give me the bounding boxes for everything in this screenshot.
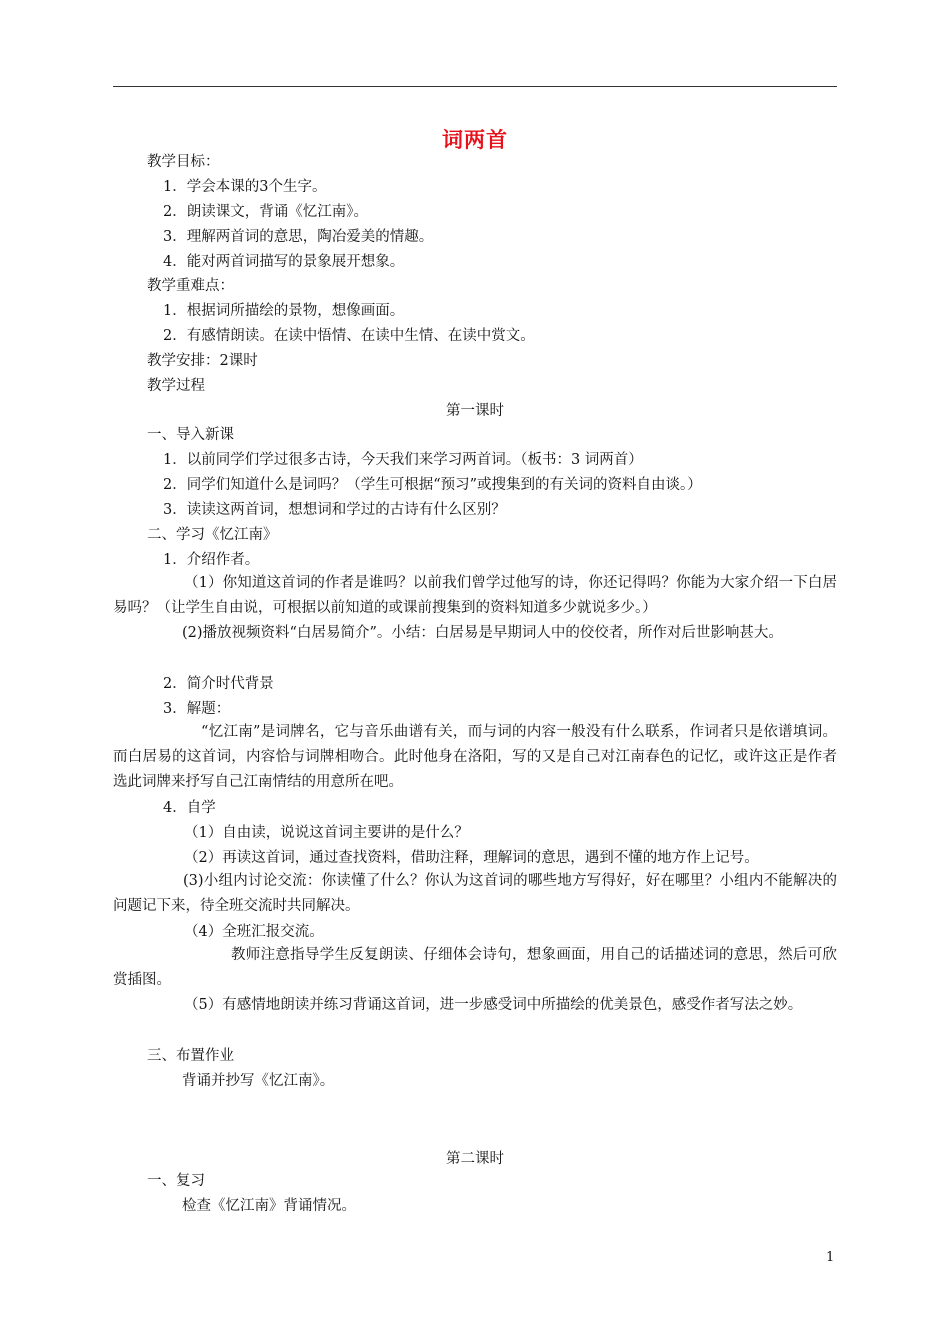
paragraph: （5）有感情地朗读并练习背诵这首词，进一步感受词中所描绘的优美景色，感受作者写法之妙。 (184, 997, 803, 1013)
paragraph: 检查《忆江南》背诵情况。 (182, 1198, 356, 1214)
list-item: 3．读读这两首词，想想词和学过的古诗有什么区别？ (163, 502, 506, 518)
key-points-heading: 教学重难点： (147, 278, 234, 294)
goal-item: 2．朗读课文，背诵《忆江南》。 (163, 204, 368, 220)
process-heading: 教学过程 (147, 378, 205, 394)
goal-item: 3．理解两首词的意思，陶冶爱美的情趣。 (163, 229, 434, 245)
list-item: （1）自由读，说说这首词主要讲的是什么？ (184, 825, 469, 841)
paragraph: (3)小组内讨论交流：你读懂了什么？你认为这首词的哪些地方写得好，好在哪里？小组内不能解决的问题记下来，待全班交流时共同解决。 (113, 873, 837, 914)
list-item: 4．自学 (163, 800, 216, 816)
key-point-item: 1．根据词所描绘的景物，想像画面。 (163, 303, 405, 319)
list-item: （4）全班汇报交流。 (184, 924, 324, 940)
list-item: 1．介绍作者。 (163, 552, 260, 568)
goals-heading: 教学目标： (147, 154, 220, 170)
paragraph: 教师注意指导学生反复朗读、仔细体会诗句，想象画面，用自己的话描述词的意思，然后可欣赏插图。 (113, 947, 837, 988)
list-item: 2．简介时代背景 (163, 676, 274, 692)
lesson1-heading: 第一课时 (446, 403, 504, 419)
header-rule (113, 86, 837, 87)
key-point-item: 2．有感情朗读。在读中悟情、在读中生情、在读中赏文。 (163, 328, 535, 344)
list-item: 2．同学们知道什么是词吗？（学生可根据“预习”或搜集到的有关词的资料自由谈。） (163, 477, 702, 493)
list-item: 1．以前同学们学过很多古诗，今天我们来学习两首词。（板书：3 词两首） (163, 452, 643, 468)
section-heading: 一、复习 (147, 1173, 205, 1189)
paragraph: 背诵并抄写《忆江南》。 (182, 1073, 335, 1089)
document-title: 词两首 (442, 128, 508, 152)
page-number: 1 (826, 1250, 835, 1265)
section-heading: 一、导入新课 (147, 427, 234, 443)
lesson2-heading: 第二课时 (446, 1151, 504, 1167)
paragraph: “忆江南”是词牌名，它与音乐曲谱有关，而与词的内容一般没有什么联系，作词者只是依谱填词。而白居易的这首词，内容恰与词牌相吻合。此时他身在洛阳，写的又是自己对江南春色的记忆，或许这正是作者选此词牌来抒写自己江南情结的用意所在吧。 (113, 724, 837, 790)
schedule: 教学安排：2课时 (147, 353, 258, 369)
goal-item: 4．能对两首词描写的景象展开想象。 (163, 254, 405, 270)
paragraph: (2)播放视频资料“白居易简介”。小结：白居易是早期词人中的佼佼者，所作对后世影响甚大。 (182, 625, 783, 641)
list-item: 3．解题： (163, 701, 231, 717)
list-item: （2）再读这首词，通过查找资料，借助注释，理解词的意思，遇到不懂的地方作上记号。 (184, 850, 759, 866)
section-heading: 三、布置作业 (147, 1048, 234, 1064)
paragraph: （1）你知道这首词的作者是谁吗？以前我们曾学过他写的诗，你还记得吗？你能为大家介绍一下白居易吗？（让学生自由说，可根据以前知道的或课前搜集到的资料知道多少就说多少。） (113, 575, 837, 616)
goal-item: 1．学会本课的3个生字。 (163, 179, 327, 195)
section-heading: 二、学习《忆江南》 (147, 527, 278, 543)
